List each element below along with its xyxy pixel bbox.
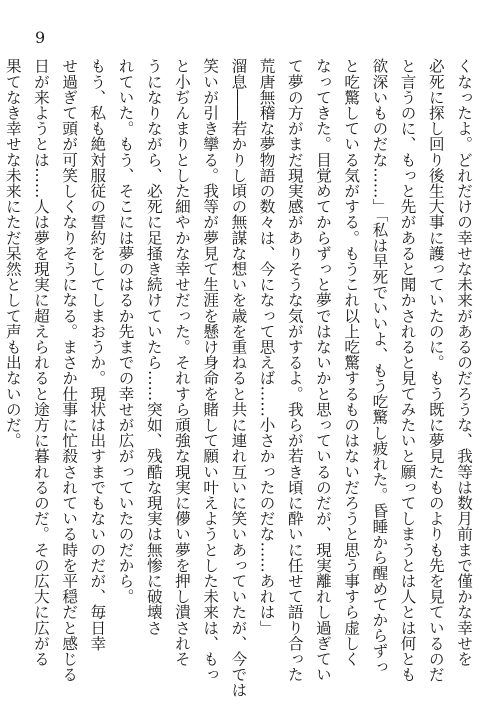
text-line: うになりながら、必死に足掻き続けていたら……突如、残酷な現実は無惨に破壊さ bbox=[144, 58, 163, 636]
text-line: 欲深いものだな……」「私は早死でいいよ、もう吃驚し疲れた。昏睡から醒めてからずっ bbox=[370, 58, 389, 675]
text-line: なってきた。目覚めてからずっと夢ではないかと思っているのだが、現実離れし過ぎてい bbox=[313, 58, 332, 682]
page-number: 9 bbox=[35, 28, 46, 47]
text-line: 荒唐無稽な夢物語の数々は、今になって思えば……小さかったのだな……あれは」 bbox=[257, 58, 276, 636]
text-line: れていた。もう、そこには夢のはるか先までの幸せが広がっていたのだから。 bbox=[116, 58, 135, 604]
vertical-body-text bbox=[3, 58, 478, 698]
text-line: 溜息――若かりし頃の無謀な想いを歳を重ねると共に連れ互いに笑いあっていたが、今では bbox=[229, 58, 248, 698]
text-line: 果てなき幸せな未来にただ呆然として声も出ないのだ。 bbox=[3, 58, 22, 448]
text-line: と言うのに、もっと先があると聞かされると見てみたいと願ってしまうとは人とは何とも bbox=[398, 58, 417, 682]
text-line: 日が来ようとは……人は夢を現実に超えられると途方に暮れるのだ。その広大に広がる bbox=[31, 58, 50, 667]
text-line: 笑いが引き攣る。我等が夢見て生涯を懸け身命を賭して願い叶えようとした未来は、もっ bbox=[201, 58, 220, 682]
text-line: て夢の方がまだ現実感がありそうな気がするよ。我らが若き頃に酔いに任せて語り合った bbox=[285, 58, 304, 682]
text-line: と小ぢんまりとした細やかな幸せだった。それすら頑強な現実に儚い夢を押し潰されそ bbox=[172, 58, 191, 667]
text-line: もう、私も絶対服従の誓約をしてしまおうか。現状は出すまでもないのだが、毎日幸 bbox=[88, 58, 107, 651]
text-line: 必死に探し回り後生大事に護っていたのに。もう既に夢見たものよりも先を見ているのだ bbox=[426, 58, 445, 682]
text-line: と吃驚している気がする。もうこれ以上吃驚するものはないだろうと思う事すら虚しく bbox=[342, 58, 361, 667]
text-line: せ過ぎて頭が可笑しくなりそうになる。まさか仕事に忙殺されている時を平穏だと感じる bbox=[60, 58, 79, 682]
text-line: くなったよ。どれだけの幸せな未来があるのだろうな、我等は数月前まで僅かな幸せを bbox=[455, 58, 473, 667]
